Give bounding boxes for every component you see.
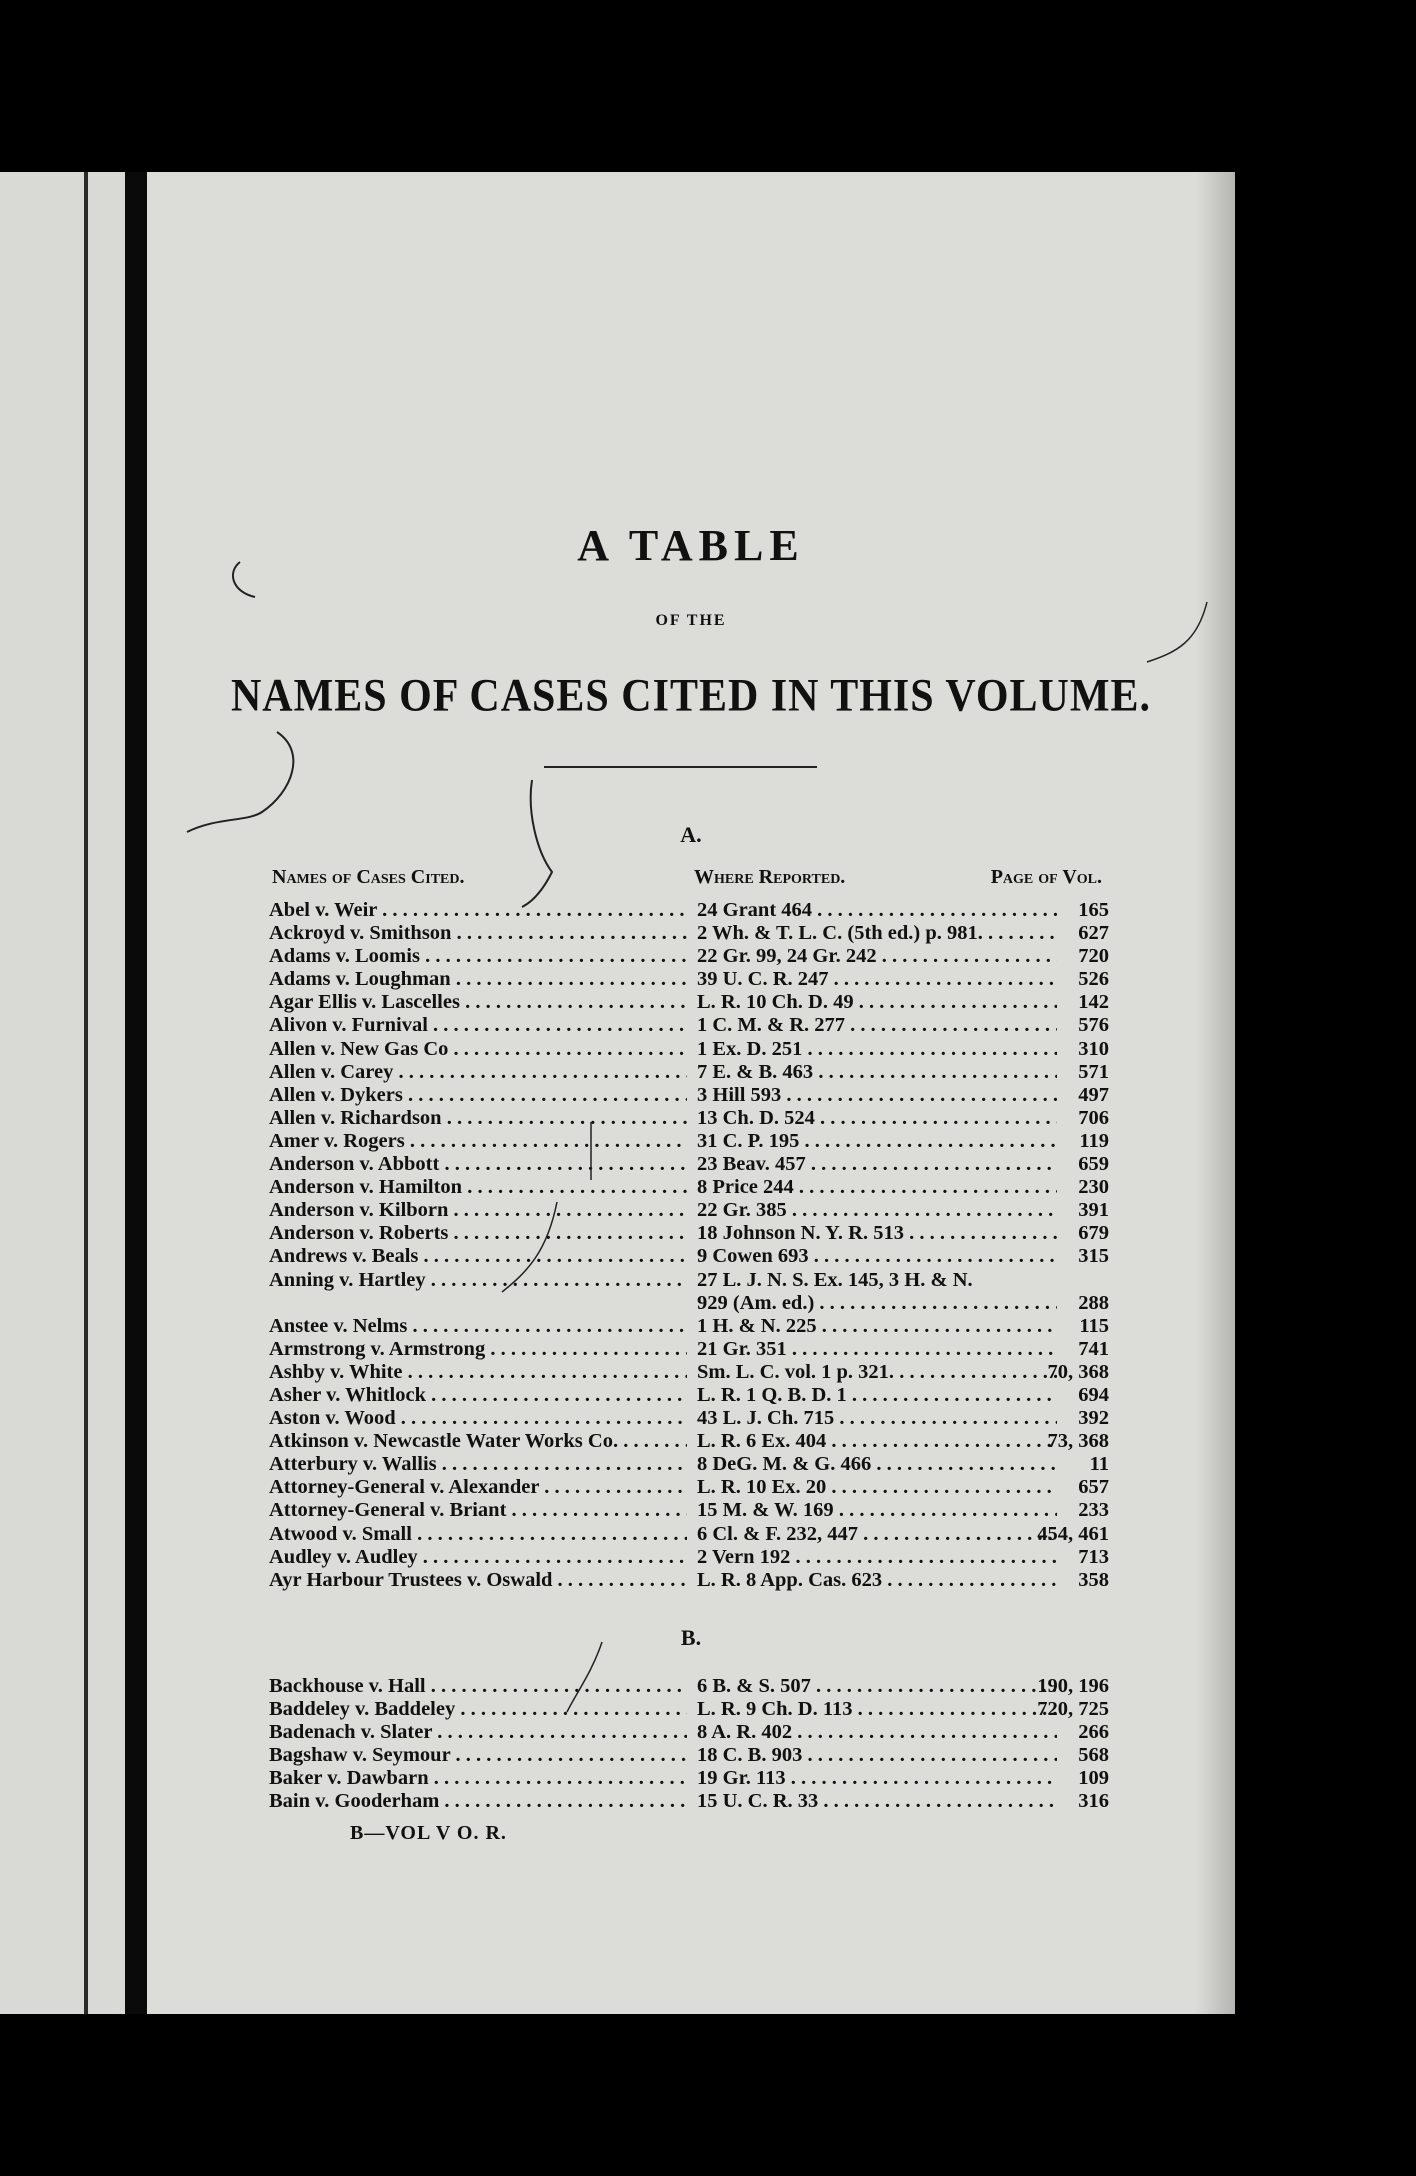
table-row xyxy=(269,1107,1109,1130)
table-row xyxy=(269,1338,1109,1361)
case-name: Baddeley v. Baddeley . . . xyxy=(269,1698,687,1721)
table-row xyxy=(269,1384,1109,1407)
case-page: 713 xyxy=(1078,1545,1109,1568)
case-name: Asher v. Whitlock . . . xyxy=(269,1384,687,1407)
case-reference: 8 DeG. M. & G. 466 . . . xyxy=(697,1453,1057,1476)
case-name: Allen v. Richardson . . . xyxy=(269,1107,687,1130)
table-row xyxy=(269,1315,1109,1338)
case-page: 115 xyxy=(1079,1314,1109,1337)
table-row xyxy=(269,1269,1109,1292)
case-reference: 2 Wh. & T. L. C. (5th ed.) p. 981. . . . xyxy=(697,922,1057,945)
case-name: Attorney-General v. Briant . . . xyxy=(269,1499,687,1522)
table-row xyxy=(269,1430,1109,1453)
column-header-where: Where Reported. xyxy=(694,866,846,888)
table-row xyxy=(269,1453,1109,1476)
section-letter-b: B. xyxy=(680,1625,702,1650)
table-row xyxy=(269,945,1109,968)
case-name: Anderson v. Hamilton . . . xyxy=(269,1176,687,1199)
case-page: 571 xyxy=(1078,1060,1109,1083)
case-reference: 8 Price 244 . . . xyxy=(697,1176,1057,1199)
case-page: 190, 196 xyxy=(1037,1675,1109,1697)
case-name: Backhouse v. Hall . . . xyxy=(269,1675,687,1698)
case-name: Badenach v. Slater . . . xyxy=(269,1721,687,1744)
case-reference: 15 M. & W. 169 . . . xyxy=(697,1499,1057,1522)
case-reference: L. R. 1 Q. B. D. 1 . . . xyxy=(697,1384,1057,1407)
case-name: Anderson v. Roberts . . . xyxy=(269,1222,687,1245)
case-reference: 31 C. P. 195 . . . xyxy=(697,1130,1057,1153)
table-row xyxy=(269,1767,1109,1790)
case-reference: 27 L. J. N. S. Ex. 145, 3 H. & N. xyxy=(697,1268,973,1291)
case-name: Atterbury v. Wallis . . . xyxy=(269,1453,687,1476)
case-name: Ayr Harbour Trustees v. Oswald . . . xyxy=(269,1569,687,1592)
case-page: 70, 368 xyxy=(1047,1360,1109,1383)
case-reference: 22 Gr. 385 . . . xyxy=(697,1199,1057,1222)
column-header-page: Page of Vol. xyxy=(990,866,1102,888)
case-name: Bain v. Gooderham . . . xyxy=(269,1790,687,1813)
case-page: 310 xyxy=(1078,1037,1109,1060)
case-page: 568 xyxy=(1078,1744,1109,1767)
table-row xyxy=(269,1084,1109,1107)
case-name: Anderson v. Kilborn . . . xyxy=(269,1199,687,1222)
table-row xyxy=(269,1499,1109,1522)
section-letter-a: A. xyxy=(680,822,702,847)
case-page: 392 xyxy=(1078,1407,1109,1430)
table-row xyxy=(269,1569,1109,1592)
case-page: 358 xyxy=(1078,1568,1109,1591)
table-row xyxy=(269,1407,1109,1430)
case-reference: 18 C. B. 903 . . . xyxy=(697,1744,1057,1767)
table-row xyxy=(269,1245,1109,1268)
table-row xyxy=(269,1014,1109,1037)
case-table-a xyxy=(269,899,1109,1592)
case-page: 266 xyxy=(1078,1721,1109,1744)
case-name: Armstrong v. Armstrong . . . xyxy=(269,1338,687,1361)
case-reference: 929 (Am. ed.) . . . xyxy=(697,1292,1057,1315)
case-reference: 18 Johnson N. Y. R. 513 . . . xyxy=(697,1222,1057,1245)
table-row xyxy=(269,968,1109,991)
table-row xyxy=(269,1292,1109,1315)
case-name: Allen v. Carey . . . xyxy=(269,1061,687,1084)
case-reference: 2 Vern 192 . . . xyxy=(697,1546,1057,1569)
case-reference: 8 A. R. 402 . . . xyxy=(697,1721,1057,1744)
case-reference: L. R. 9 Ch. D. 113 . . . xyxy=(697,1698,1057,1721)
facing-page-rule xyxy=(84,172,88,2014)
column-headers xyxy=(272,866,1102,892)
case-page: 316 xyxy=(1078,1790,1109,1813)
title-connector: OF THE xyxy=(655,612,727,629)
case-page: 526 xyxy=(1078,968,1109,991)
table-row xyxy=(269,1744,1109,1767)
case-name: Atwood v. Small . . . xyxy=(269,1523,687,1546)
case-name: Ashby v. White . . . xyxy=(269,1361,687,1384)
case-reference: 22 Gr. 99, 24 Gr. 242 . . . xyxy=(697,945,1057,968)
case-page: 288 xyxy=(1078,1291,1109,1314)
case-page: 741 xyxy=(1078,1337,1109,1360)
table-row xyxy=(269,1361,1109,1384)
case-name: Anderson v. Abbott . . . xyxy=(269,1153,687,1176)
case-name: Anstee v. Nelms . . . xyxy=(269,1315,687,1338)
case-page: 576 xyxy=(1078,1014,1109,1037)
case-name: Aston v. Wood . . . xyxy=(269,1407,687,1430)
case-reference: 1 H. & N. 225 . . . xyxy=(697,1315,1057,1338)
case-name: Audley v. Audley . . . xyxy=(269,1546,687,1569)
case-name: Attorney-General v. Alexander . . . xyxy=(269,1476,687,1499)
case-page: 233 xyxy=(1078,1499,1109,1522)
case-name: Allen v. Dykers . . . xyxy=(269,1084,687,1107)
case-page: 454, 461 xyxy=(1037,1522,1109,1545)
case-reference: 19 Gr. 113 . . . xyxy=(697,1767,1057,1790)
case-name: Amer v. Rogers . . . xyxy=(269,1130,687,1153)
table-row xyxy=(269,1199,1109,1222)
page-title: A TABLE xyxy=(577,521,805,570)
table-row xyxy=(269,1176,1109,1199)
case-name: Andrews v. Beals . . . xyxy=(269,1245,687,1268)
case-reference: 9 Cowen 693 . . . xyxy=(697,1245,1057,1268)
case-page: 720, 725 xyxy=(1037,1698,1109,1721)
case-name: Adams v. Loughman . . . xyxy=(269,968,687,991)
case-reference: 13 Ch. D. 524 . . . xyxy=(697,1107,1057,1130)
case-page: 142 xyxy=(1078,991,1109,1014)
case-name: Allen v. New Gas Co . . . xyxy=(269,1038,687,1061)
case-page: 230 xyxy=(1078,1176,1109,1199)
facing-page-edge xyxy=(0,172,125,2014)
case-page: 11 xyxy=(1089,1453,1109,1476)
case-reference: 43 L. J. Ch. 715 . . . xyxy=(697,1407,1057,1430)
case-page: 659 xyxy=(1078,1153,1109,1176)
case-page: 165 xyxy=(1078,899,1109,921)
table-row xyxy=(269,1130,1109,1153)
case-name: Abel v. Weir . . . xyxy=(269,899,687,922)
book-page xyxy=(147,172,1235,2014)
table-row xyxy=(269,1153,1109,1176)
table-row xyxy=(269,1222,1109,1245)
case-page: 119 xyxy=(1079,1129,1109,1152)
page-shadow xyxy=(1195,172,1235,2014)
table-row xyxy=(269,1675,1109,1698)
table-row xyxy=(269,922,1109,945)
case-reference: Sm. L. C. vol. 1 p. 321. . . . xyxy=(697,1361,1057,1384)
table-row xyxy=(269,1546,1109,1569)
table-row xyxy=(269,1038,1109,1061)
case-page: 706 xyxy=(1078,1106,1109,1129)
table-row xyxy=(269,1721,1109,1744)
case-page: 627 xyxy=(1078,922,1109,945)
case-reference: L. R. 6 Ex. 404 . . . xyxy=(697,1430,1057,1453)
case-table-b xyxy=(269,1675,1109,1814)
case-page: 315 xyxy=(1078,1245,1109,1268)
case-page: 109 xyxy=(1078,1767,1109,1790)
case-reference: 1 C. M. & R. 277 . . . xyxy=(697,1014,1057,1037)
page-subtitle: NAMES OF CASES CITED IN THIS VOLUME. xyxy=(230,670,1152,722)
case-name: Bagshaw v. Seymour . . . xyxy=(269,1744,687,1767)
case-page: 694 xyxy=(1078,1383,1109,1406)
case-reference: L. R. 8 App. Cas. 623 . . . xyxy=(697,1569,1057,1592)
table-row xyxy=(269,1476,1109,1499)
case-reference: L. R. 10 Ch. D. 49 . . . xyxy=(697,991,1057,1014)
case-page: 497 xyxy=(1078,1083,1109,1106)
case-name: Anning v. Hartley . . . xyxy=(269,1269,687,1292)
case-reference: 6 B. & S. 507 . . . xyxy=(697,1675,1057,1698)
table-row xyxy=(269,1698,1109,1721)
case-reference: 24 Grant 464 . . . xyxy=(697,899,1057,922)
case-page: 391 xyxy=(1078,1199,1109,1222)
table-row xyxy=(269,1790,1109,1813)
book-gutter xyxy=(125,172,147,2014)
table-row xyxy=(269,899,1109,922)
case-page: 657 xyxy=(1078,1476,1109,1499)
case-reference: 23 Beav. 457 . . . xyxy=(697,1153,1057,1176)
case-name: Baker v. Dawbarn . . . xyxy=(269,1767,687,1790)
case-reference: 39 U. C. R. 247 . . . xyxy=(697,968,1057,991)
case-name: Alivon v. Furnival . . . xyxy=(269,1014,687,1037)
case-name: Ackroyd v. Smithson . . . xyxy=(269,922,687,945)
signature-mark: B—VOL V O. R. xyxy=(350,1822,507,1844)
table-row xyxy=(269,1061,1109,1084)
case-reference: 6 Cl. & F. 232, 447 . . . xyxy=(697,1523,1057,1546)
case-reference: 21 Gr. 351 . . . xyxy=(697,1338,1057,1361)
case-reference: L. R. 10 Ex. 20 . . . xyxy=(697,1476,1057,1499)
case-name: Agar Ellis v. Lascelles . . . xyxy=(269,991,687,1014)
case-name: Adams v. Loomis . . . xyxy=(269,945,687,968)
case-reference: 3 Hill 593 . . . xyxy=(697,1084,1057,1107)
case-page: 679 xyxy=(1078,1222,1109,1245)
case-reference: 15 U. C. R. 33 . . . xyxy=(697,1790,1057,1813)
case-name: Atkinson v. Newcastle Water Works Co. . . . xyxy=(269,1430,687,1453)
table-row xyxy=(269,1523,1109,1546)
column-header-name: Names of Cases Cited. xyxy=(272,866,465,888)
case-reference: 1 Ex. D. 251 . . . xyxy=(697,1038,1057,1061)
table-row xyxy=(269,991,1109,1014)
case-page: 720 xyxy=(1078,945,1109,968)
title-rule xyxy=(544,766,817,768)
case-page: 73, 368 xyxy=(1047,1430,1109,1453)
case-reference: 7 E. & B. 463 . . . xyxy=(697,1061,1057,1084)
